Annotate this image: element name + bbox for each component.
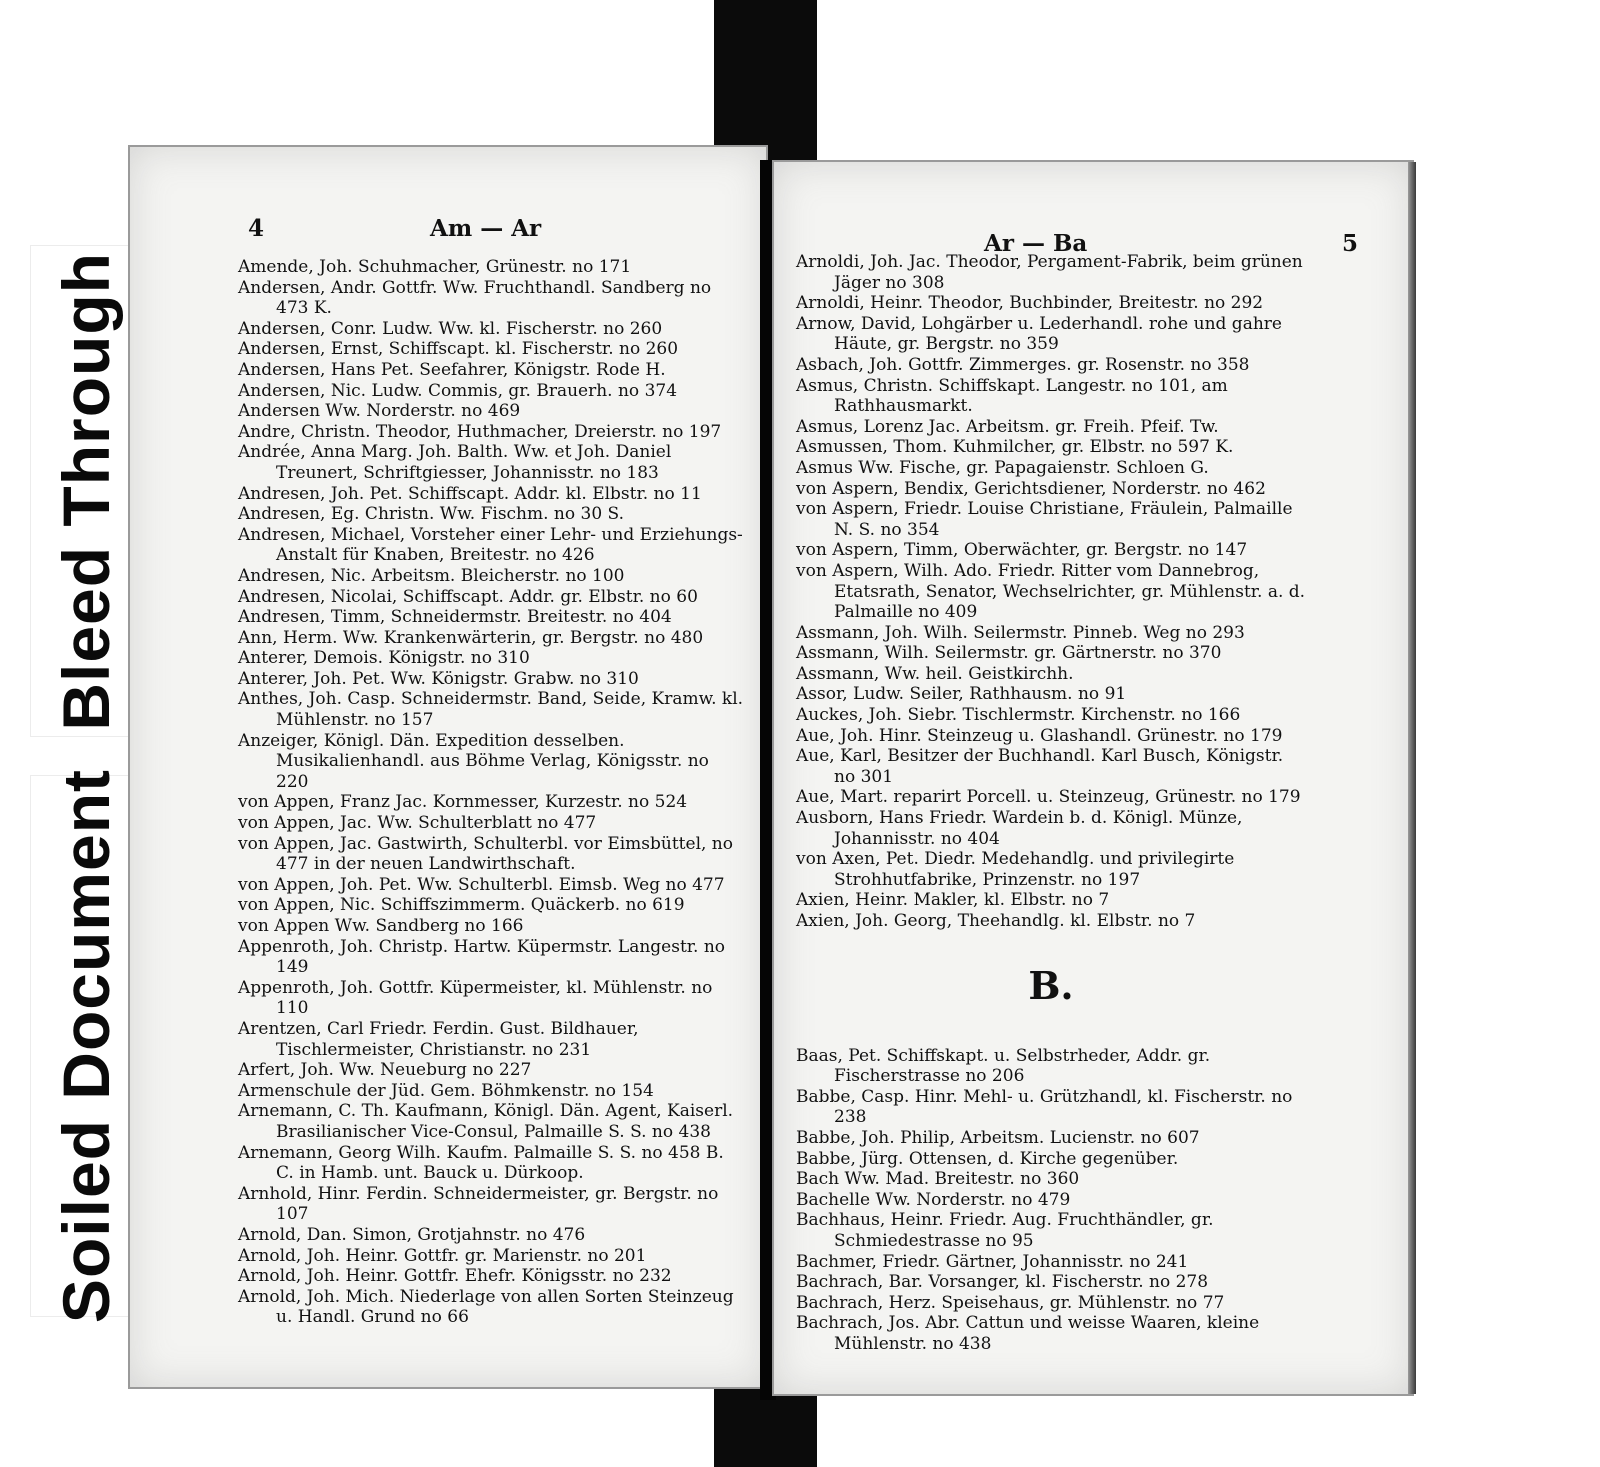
right-page-number: 5 [1341, 230, 1358, 257]
directory-entry: Andresen, Eg. Christn. Ww. Fischm. no 30 S. [238, 504, 625, 525]
directory-entry: Appenroth, Joh. Gottfr. Küpermeister, kl. Mühlenstr. no 110 [238, 977, 713, 1019]
directory-entry: Arnoldi, Heinr. Theodor, Buchbinder, Breitestr. no 292 [796, 293, 1264, 314]
directory-entry: Assor, Ludw. Seiler, Rathhausm. no 91 [796, 684, 1127, 705]
spine-strip-top [714, 0, 817, 168]
directory-entry: von Aspern, Bendix, Gerichtsdiener, Norderstr. no 462 [796, 478, 1266, 499]
directory-entry: Andersen, Nic. Ludw. Commis, gr. Brauerh. no 374 [238, 380, 678, 401]
left-page-number: 4 [248, 215, 265, 242]
directory-entry: Babbe, Casp. Hinr. Mehl- u. Grützhandl, kl. Fischerstr. no 238 [796, 1086, 1293, 1128]
directory-entry: Bachhaus, Heinr. Friedr. Aug. Fruchthändler, gr. Schmiedestrasse no 95 [796, 1210, 1214, 1251]
directory-entry: Assmann, Ww. heil. Geistkirchh. [796, 663, 1074, 684]
directory-entry: Andersen, Hans Pet. Seefahrer, Königstr. Rode H. [238, 359, 666, 380]
right-entries-container [796, 252, 1306, 1355]
directory-entry: Assmann, Wilh. Seilermstr. gr. Gärtnerstr. no 370 [796, 643, 1222, 664]
left-header-range: Am — Ar [430, 215, 542, 242]
directory-entry: Anterer, Joh. Pet. Ww. Königstr. Grabw. no 310 [238, 668, 639, 689]
soiled-document-text: Soiled Document [49, 768, 123, 1324]
directory-entry: Andersen, Andr. Gottfr. Ww. Fruchthandl. Sandberg no 473 K. [238, 277, 712, 319]
directory-entry: von Appen, Jac. Ww. Schulterblatt no 477 [238, 813, 597, 834]
directory-entry: von Appen Ww. Sandberg no 166 [238, 916, 524, 936]
directory-entry: Babbe, Jürg. Ottensen, d. Kirche gegenüber. [796, 1148, 1179, 1169]
directory-entry: Arnhold, Hinr. Ferdin. Schneidermeister, gr. Bergstr. no 107 [238, 1183, 719, 1225]
directory-entry: von Axen, Pet. Diedr. Medehandlg. und privilegirte Strohhutfabrike, Prinzenstr. no 197 [796, 849, 1235, 890]
directory-entry: von Appen, Joh. Pet. Ww. Schulterbl. Eimsb. Weg no 477 [238, 874, 725, 895]
directory-entry: Aue, Karl, Besitzer der Buchhandl. Karl Busch, Königstr. no 301 [796, 746, 1284, 787]
directory-entry: von Aspern, Friedr. Louise Christiane, Fräulein, Palmaille N. S. no 354 [796, 499, 1293, 540]
directory-entry: Arnemann, C. Th. Kaufmann, Königl. Dän. Agent, Kaiserl. Brasilianischer Vice-Consul, Palmaille S. S. no 438 [238, 1101, 734, 1142]
directory-entry: Asmus Ww. Fische, gr. Papagaienstr. Schloen G. [796, 457, 1209, 478]
directory-entry: Arnoldi, Joh. Jac. Theodor, Pergament-Fabrik, beim grünen Jäger no 308 [796, 252, 1303, 293]
directory-entry: Arnemann, Georg Wilh. Kaufm. Palmaille S. S. no 458 B. C. in Hamb. unt. Bauck u. Dürkoop. [238, 1142, 724, 1184]
directory-entry: Bachelle Ww. Norderstr. no 479 [796, 1189, 1071, 1210]
directory-entry: Anterer, Demois. Königstr. no 310 [238, 648, 530, 669]
bleed-through-label [30, 245, 142, 737]
directory-entry: Bachmer, Friedr. Gärtner, Johannisstr. no 241 [796, 1251, 1189, 1272]
directory-entry: Andresen, Michael, Vorsteher einer Lehr- und Erziehungs-Anstalt für Knaben, Breitestr. no 426 [238, 524, 743, 566]
directory-entry: Asmus, Lorenz Jac. Arbeitsm. gr. Freih. Pfeif. Tw. [796, 416, 1219, 437]
directory-entry: von Appen, Nic. Schiffszimmerm. Quäckerb. no 619 [238, 895, 685, 916]
directory-entry: Baas, Pet. Schiffskapt. u. Selbstrheder, Addr. gr. Fischerstrasse no 206 [796, 1045, 1211, 1087]
right-b-entries-list [796, 1046, 1306, 1355]
directory-entry: Asmus, Christn. Schiffskapt. Langestr. no 101, am Rathhausmarkt. [796, 375, 1228, 417]
soiled-document-label [30, 768, 142, 1324]
section-letter-b: B. [1028, 962, 1074, 1008]
directory-entry: Andresen, Nic. Arbeitsm. Bleicherstr. no 100 [238, 565, 625, 586]
directory-entry: von Appen, Jac. Gastwirth, Schulterbl. vor Eimsbüttel, no 477 in der neuen Landwirthschaft. [238, 833, 733, 875]
directory-entry: Aue, Joh. Hinr. Steinzeug u. Glashandl. Grünestr. no 179 [796, 725, 1283, 746]
directory-entry: Andresen, Timm, Schneidermstr. Breitestr. no 404 [238, 607, 672, 628]
directory-entry: Bachrach, Bar. Vorsanger, kl. Fischerstr. no 278 [796, 1272, 1209, 1293]
directory-entry: Amende, Joh. Schuhmacher, Grünestr. no 171 [238, 257, 632, 277]
left-page-header [130, 215, 766, 251]
directory-entry: Ausborn, Hans Friedr. Wardein b. d. Königl. Münze, Johannisstr. no 404 [796, 808, 1243, 849]
directory-entry: Axien, Joh. Georg, Theehandlg. kl. Elbstr. no 7 [796, 911, 1196, 931]
directory-entry: Arnold, Joh. Mich. Niederlage von allen Sorten Steinzeug u. Handl. Grund no 66 [238, 1286, 734, 1328]
bleed-through-text: Bleed Through [49, 251, 123, 731]
directory-entry: Ann, Herm. Ww. Krankenwärterin, gr. Bergstr. no 480 [238, 627, 704, 648]
directory-entry: Arfert, Joh. Ww. Neueburg no 227 [238, 1060, 532, 1081]
left-entries-list [238, 257, 744, 1328]
right-page [772, 160, 1414, 1396]
directory-entry: Appenroth, Joh. Christp. Hartw. Küpermstr. Langestr. no 149 [238, 936, 726, 978]
directory-entry: Andresen, Joh. Pet. Schiffscapt. Addr. kl. Elbstr. no 11 [238, 483, 702, 504]
right-header-range: Ar — Ba [984, 230, 1088, 257]
directory-entry: Armenschule der Jüd. Gem. Böhmkenstr. no 154 [238, 1080, 654, 1101]
directory-entry: Bachrach, Jos. Abr. Cattun und weisse Waaren, kleine Mühlenstr. no 438 [796, 1313, 1260, 1354]
directory-entry: Anzeiger, Königl. Dän. Expedition desselben. Musikalienhandl. aus Böhme Verlag, Königsstr. no 220 [238, 730, 709, 792]
directory-entry: Aue, Mart. reparirt Porcell. u. Steinzeug, Grünestr. no 179 [796, 787, 1301, 808]
directory-entry: Babbe, Joh. Philip, Arbeitsm. Lucienstr. no 607 [796, 1127, 1200, 1148]
directory-entry: Arnold, Joh. Heinr. Gottfr. Ehefr. Königsstr. no 232 [238, 1266, 672, 1287]
directory-entry: Bach Ww. Mad. Breitestr. no 360 [796, 1169, 1080, 1190]
directory-entry: von Aspern, Timm, Oberwächter, gr. Bergstr. no 147 [796, 540, 1248, 561]
directory-entry: von Aspern, Wilh. Ado. Friedr. Ritter vom Dannebrog, Etatsrath, Senator, Wechselrichter, gr. Mühlenstr. a. d. Palmaille no 409 [796, 560, 1306, 623]
directory-entry: Auckes, Joh. Siebr. Tischlermstr. Kirchenstr. no 166 [796, 705, 1241, 726]
directory-entry: Anthes, Joh. Casp. Schneidermstr. Band, Seide, Kramw. kl. Mühlenstr. no 157 [238, 689, 744, 731]
directory-entry: Asmussen, Thom. Kuhmilcher, gr. Elbstr. no 597 K. [796, 437, 1234, 458]
directory-entry: Asbach, Joh. Gottfr. Zimmerges. gr. Rosenstr. no 358 [796, 354, 1250, 375]
right-entries-list [796, 252, 1306, 932]
directory-entry: Arnold, Dan. Simon, Grotjahnstr. no 476 [238, 1224, 586, 1245]
directory-entry: Andrée, Anna Marg. Joh. Balth. Ww. et Joh. Daniel Treunert, Schriftgiesser, Johannisstr. no 183 [238, 442, 672, 483]
directory-entry: Assmann, Joh. Wilh. Seilermstr. Pinneb. Weg no 293 [796, 622, 1245, 643]
directory-entry: Arentzen, Carl Friedr. Ferdin. Gust. Bildhauer, Tischlermeister, Christianstr. no 231 [238, 1018, 639, 1060]
directory-entry: Arnold, Joh. Heinr. Gottfr. gr. Marienstr. no 201 [238, 1245, 647, 1266]
directory-entry: Andersen, Ernst, Schiffscapt. kl. Fischerstr. no 260 [238, 339, 679, 360]
directory-entry: Bachrach, Herz. Speisehaus, gr. Mühlenstr. no 77 [796, 1292, 1225, 1313]
directory-entry: Andersen Ww. Norderstr. no 469 [238, 401, 521, 422]
directory-entry: Andre, Christn. Theodor, Huthmacher, Dreierstr. no 197 [238, 421, 722, 442]
directory-entry: Andersen, Conr. Ludw. Ww. kl. Fischerstr. no 260 [238, 318, 663, 339]
directory-entry: von Appen, Franz Jac. Kornmesser, Kurzestr. no 524 [238, 792, 688, 813]
directory-entry: Arnow, David, Lohgärber u. Lederhandl. rohe und gahre Häute, gr. Bergstr. no 359 [796, 313, 1282, 355]
left-page [128, 145, 768, 1389]
directory-entry: Andresen, Nicolai, Schiffscapt. Addr. gr. Elbstr. no 60 [238, 586, 698, 607]
directory-entry: Axien, Heinr. Makler, kl. Elbstr. no 7 [796, 890, 1110, 911]
